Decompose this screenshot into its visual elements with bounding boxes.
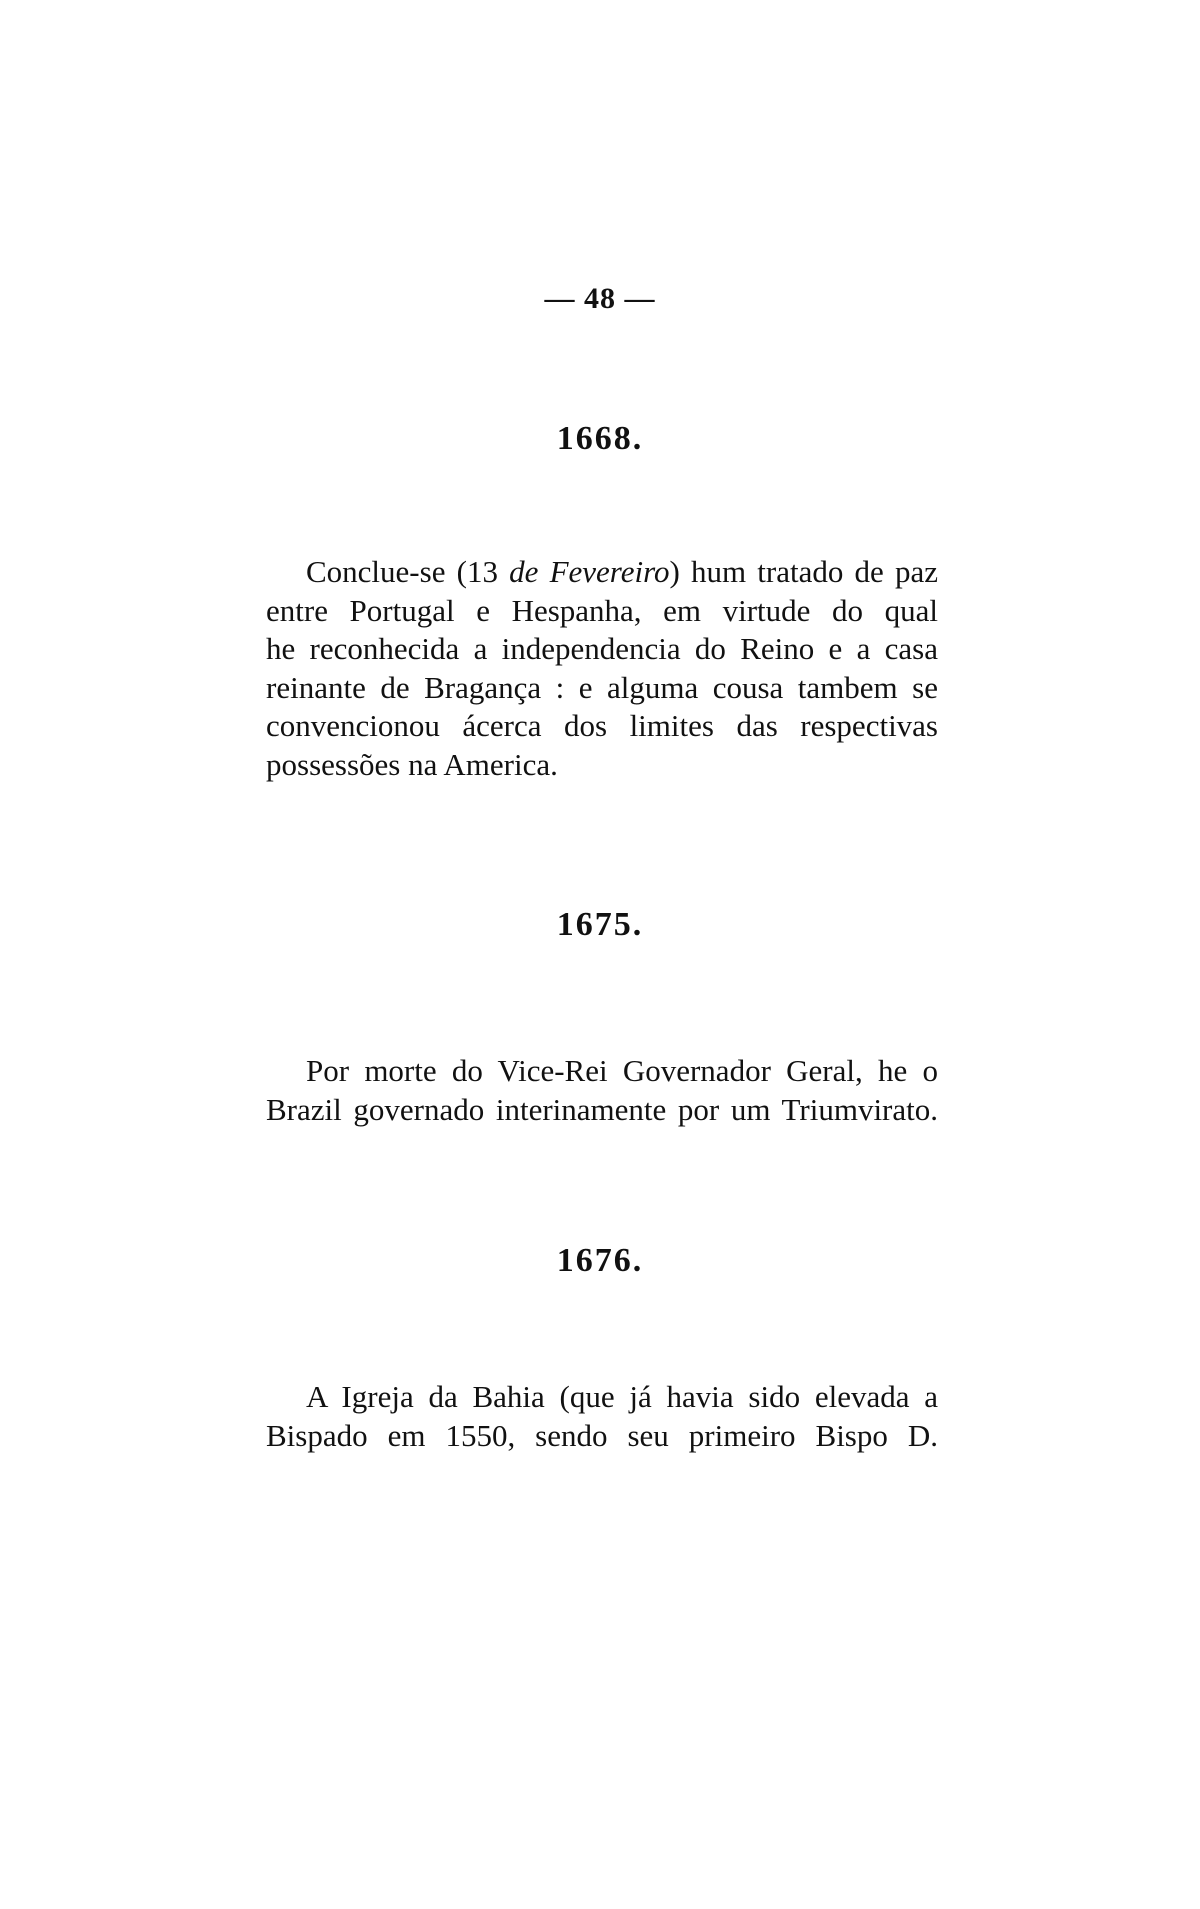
- entry-paragraph-1676: [266, 1378, 938, 1455]
- paragraph-line: entre Portugal e Hespanha, em virtude do qual: [266, 592, 938, 628]
- paragraph-line: he reconhecida a independencia do Reino e a casa: [266, 631, 938, 666]
- paragraph-line: convencionou ácerca dos limites das respectivas: [266, 708, 938, 743]
- year-heading-1675: 1675.: [556, 906, 644, 943]
- paragraph-line: Por morte do Vice-Rei Governador Geral, he o: [306, 1053, 938, 1088]
- year-heading-1676: 1676.: [556, 1242, 644, 1279]
- year-heading-1668: 1668.: [556, 420, 644, 457]
- paragraph-line: Brazil governado interinamente por um Triumvirato.: [266, 1091, 938, 1127]
- paragraph-line: Conclue-se (13 de Fevereiro) hum tratado de paz: [306, 554, 938, 589]
- paragraph-line: Bispado em 1550, sendo seu primeiro Bispo D.: [266, 1417, 938, 1453]
- entry-paragraph-1668: [266, 553, 938, 784]
- paragraph-line: A Igreja da Bahia (que já havia sido elevada a: [306, 1379, 938, 1414]
- date-italic: de Fevereiro: [509, 554, 670, 589]
- page-number: — 48 —: [544, 282, 656, 315]
- entry-paragraph-1675: [266, 1052, 938, 1129]
- paragraph-line: reinante de Bragança : e alguma cousa tambem se: [266, 669, 938, 705]
- paragraph-line: possessões na America.: [266, 746, 558, 782]
